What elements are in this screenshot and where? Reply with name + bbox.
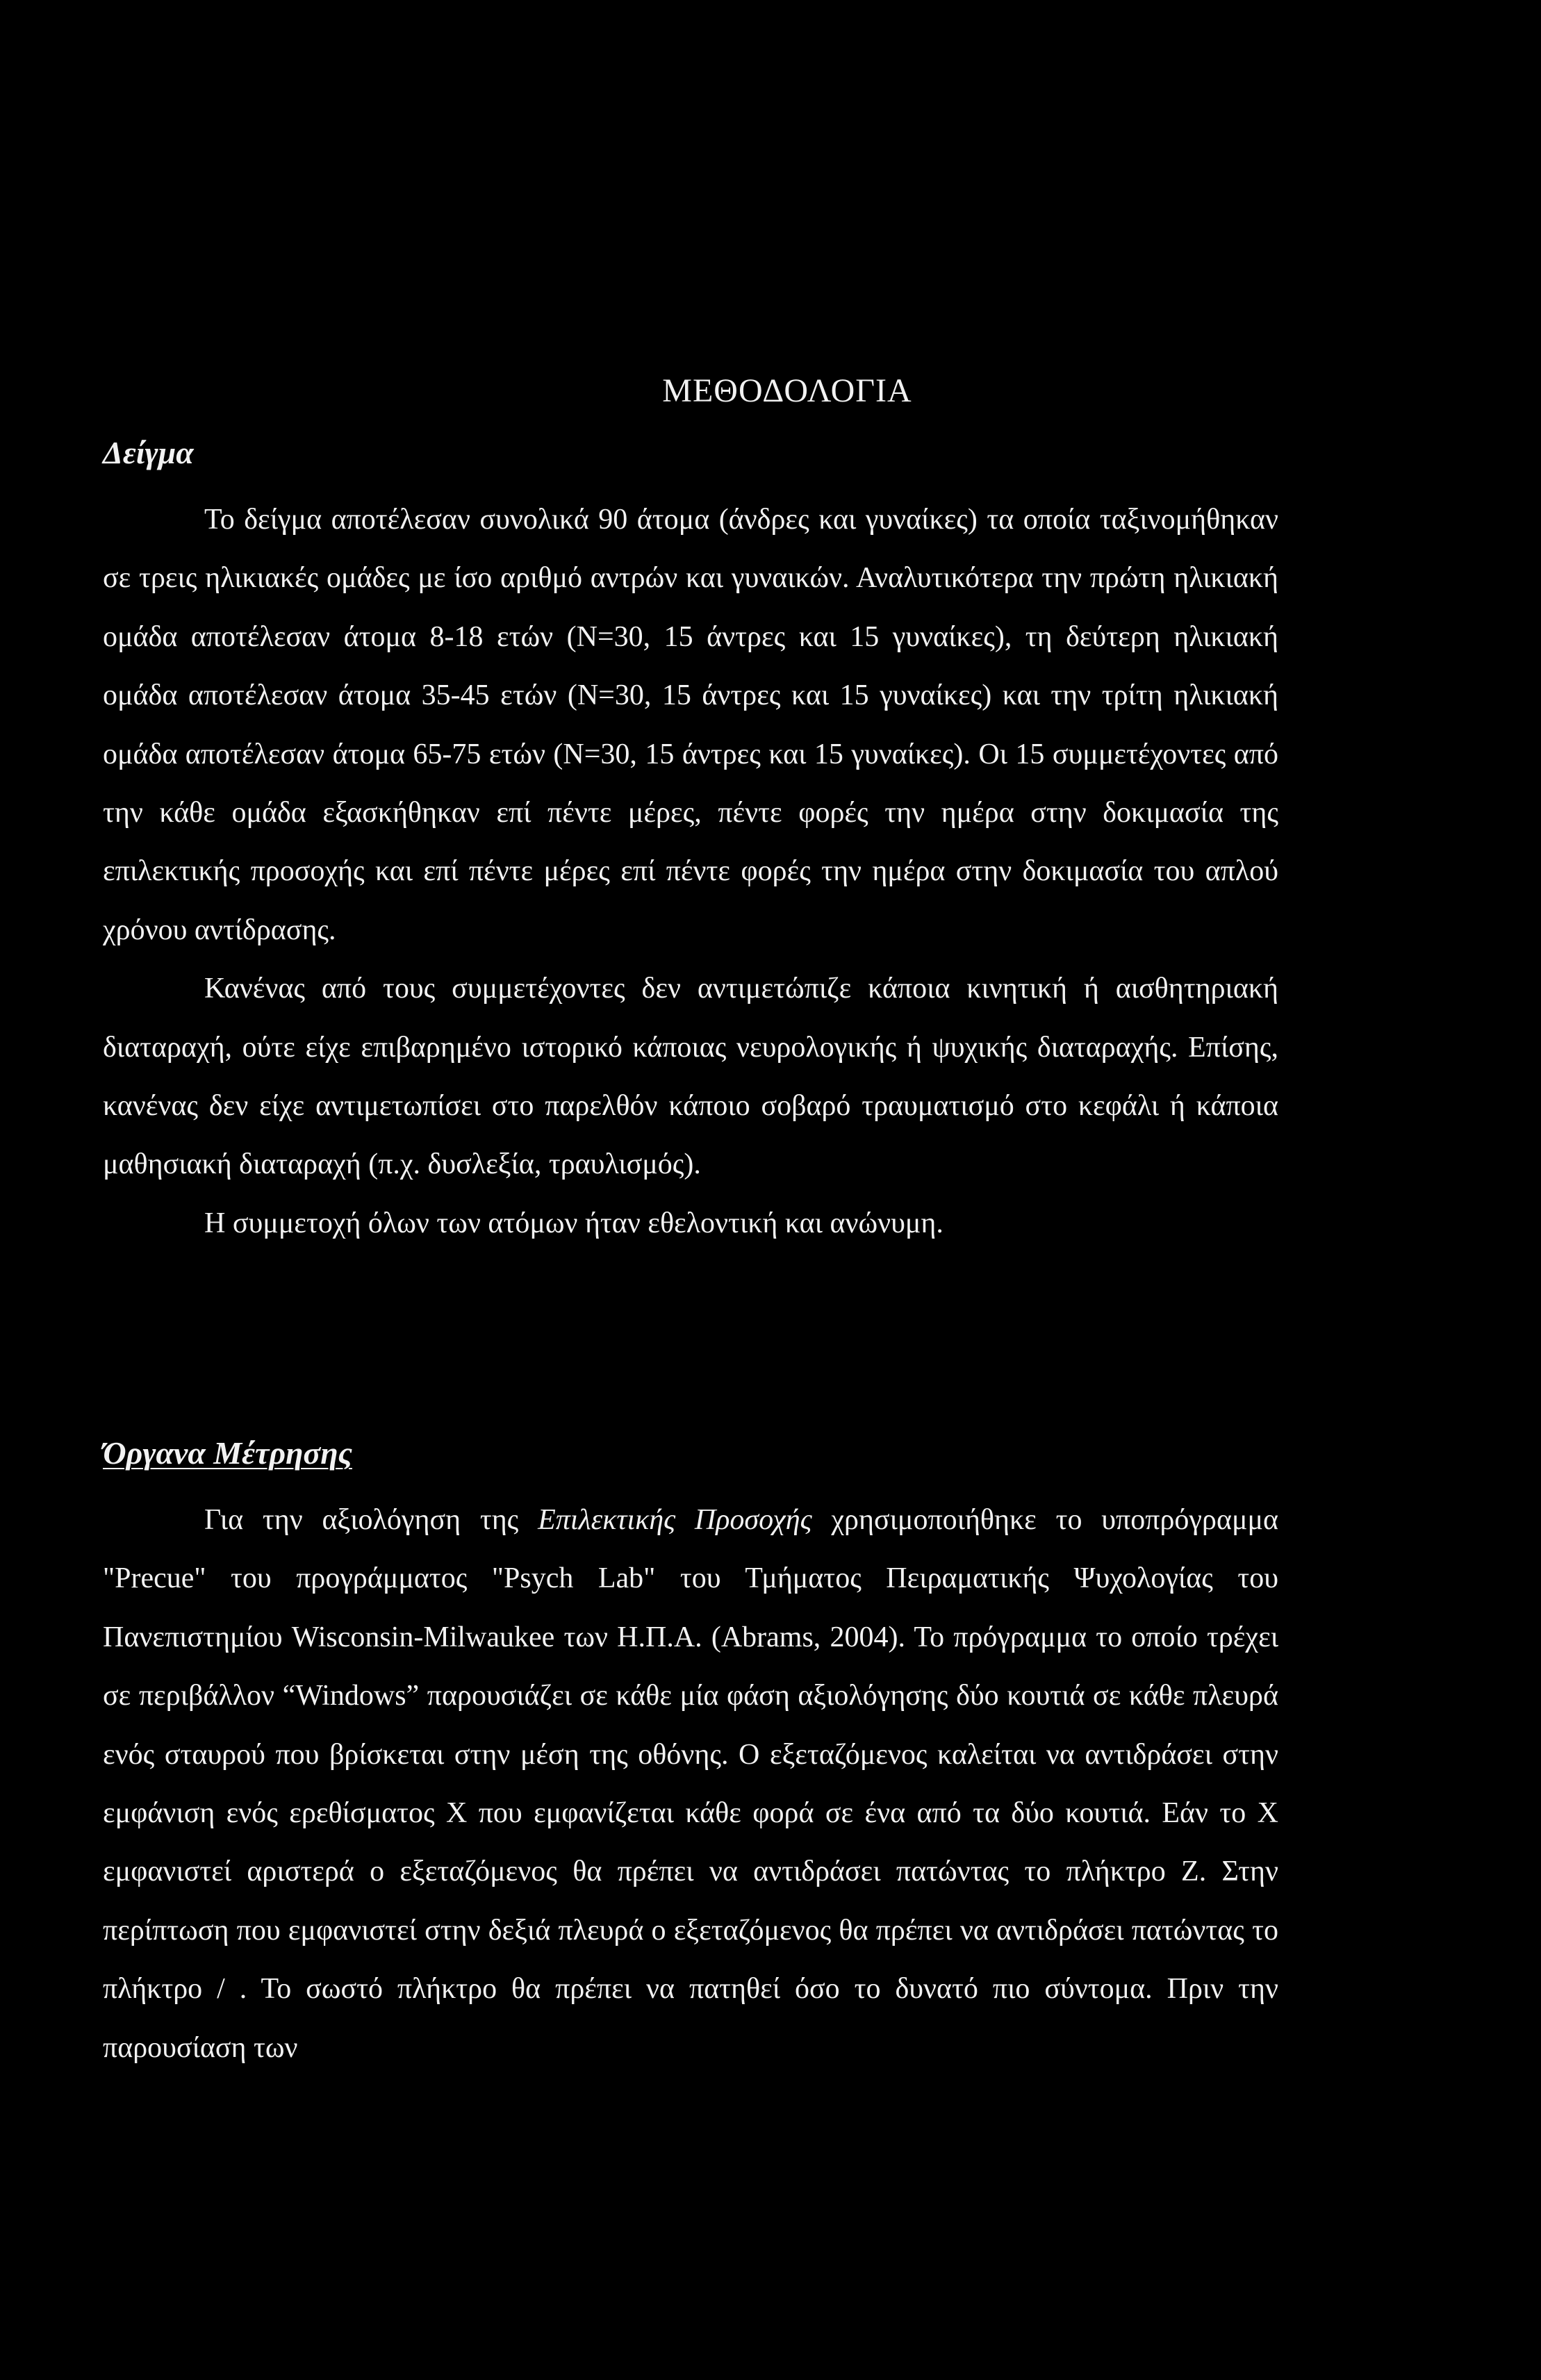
paragraph-tools-description (103, 1491, 1278, 2077)
section-heading-tools: Όργανα Μέτρησης (103, 1435, 352, 1471)
paragraph-text-start: Για την αξιολόγηση της (204, 1504, 538, 1536)
paragraph-exclusion-criteria: Κανένας από τους συμμετέχοντες δεν αντιμετώπιζε κάποια κινητική ή αισθητηριακή διαταραχή, ούτε είχε επιβαρημένο ιστορικό κάποιας νευρολογικής ή ψυχικής διαταραχής. Επίσης, κανένας δεν είχε αντιμετωπίσει στο παρελθόν κάποιο σοβαρό τραυματισμό στο κεφάλι ή κάποια μαθησιακή διαταραχή (π.χ. δυσλεξία, τραυλισμός). (103, 973, 1278, 1181)
paragraph-sample-composition: Το δείγμα αποτέλεσαν συνολικά 90 άτομα (άνδρες και γυναίκες) τα οποία ταξινομήθηκαν σε τρεις ηλικιακές ομάδες με ίσο αριθμό αντρών και γυναικών. Αναλυτικότερα την πρώτη ηλικιακή ομάδα αποτέλεσαν άτομα 8-18 ετών (Ν=30, 15 άντρες και 15 γυναίκες), τη δεύτερη ηλικιακή ομάδα αποτέλεσαν άτομα 35-45 ετών (Ν=30, 15 άντρες και 15 γυναίκες) και την τρίτη ηλικιακή ομάδα αποτέλεσαν άτομα 65-75 ετών (Ν=30, 15 άντρες και 15 γυναίκες). Οι 15 συμμετέχοντες από την κάθε ομάδα εξασκήθηκαν επί πέντε μέρες, πέντε φορές την ημέρα στην δοκιμασία της επιλεκτικής προσοχής και επί πέντε μέρες επί πέντε φορές την ημέρα στην δοκιμασία του απλού χρόνου αντίδρασης. (103, 504, 1278, 946)
emphasized-term: Επιλεκτικής Προσοχής (538, 1504, 812, 1536)
paragraph-voluntary-participation: Η συμμετοχή όλων των ατόμων ήταν εθελοντική και ανώνυμη. (204, 1207, 943, 1239)
section-heading-sample: Δείγμα (103, 435, 194, 470)
page-title: ΜΕΘΟΔΟΛΟΓΙΑ (662, 372, 912, 409)
section-measurement-tools (103, 1434, 1278, 2077)
paragraph-text-rest: χρησιμοποιήθηκε το υποπρόγραμμα "Precue" του προγράμματος "Psych Lab" του Τμήματος Πειραματικής Ψυχολογίας του Πανεπιστημίου Wisconsin-Milwaukee των Η.Π.Α. (Abrams, 2004). Το πρόγραμμα το οποίο τρέχει σε περιβάλλον “Windows” παρουσιάζει σε κάθε μία φάση αξιολόγησης δύο κουτιά σε κάθε πλευρά ενός σταυρού που βρίσκεται στην μέση της οθόνης. Ο εξεταζόμενος καλείται να αντιδράσει στην εμφάνιση ενός ερεθίσματος Χ που εμφανίζεται κάθε φορά σε ένα από τα δύο κουτιά. Εάν το Χ εμφανιστεί αριστερά ο εξεταζόμενος θα πρέπει να αντιδράσει πατώντας το πλήκτρο Ζ. Στην περίπτωση που εμφανιστεί στην δεξιά πλευρά ο εξεταζόμενος θα πρέπει να αντιδράσει πατώντας το πλήκτρο / . Το σωστό πλήκτρο θα πρέπει να πατηθεί όσο το δυνατό πιο σύντομα. Πριν την παρουσίαση των (103, 1504, 1278, 2064)
section-sample (103, 433, 1278, 1253)
